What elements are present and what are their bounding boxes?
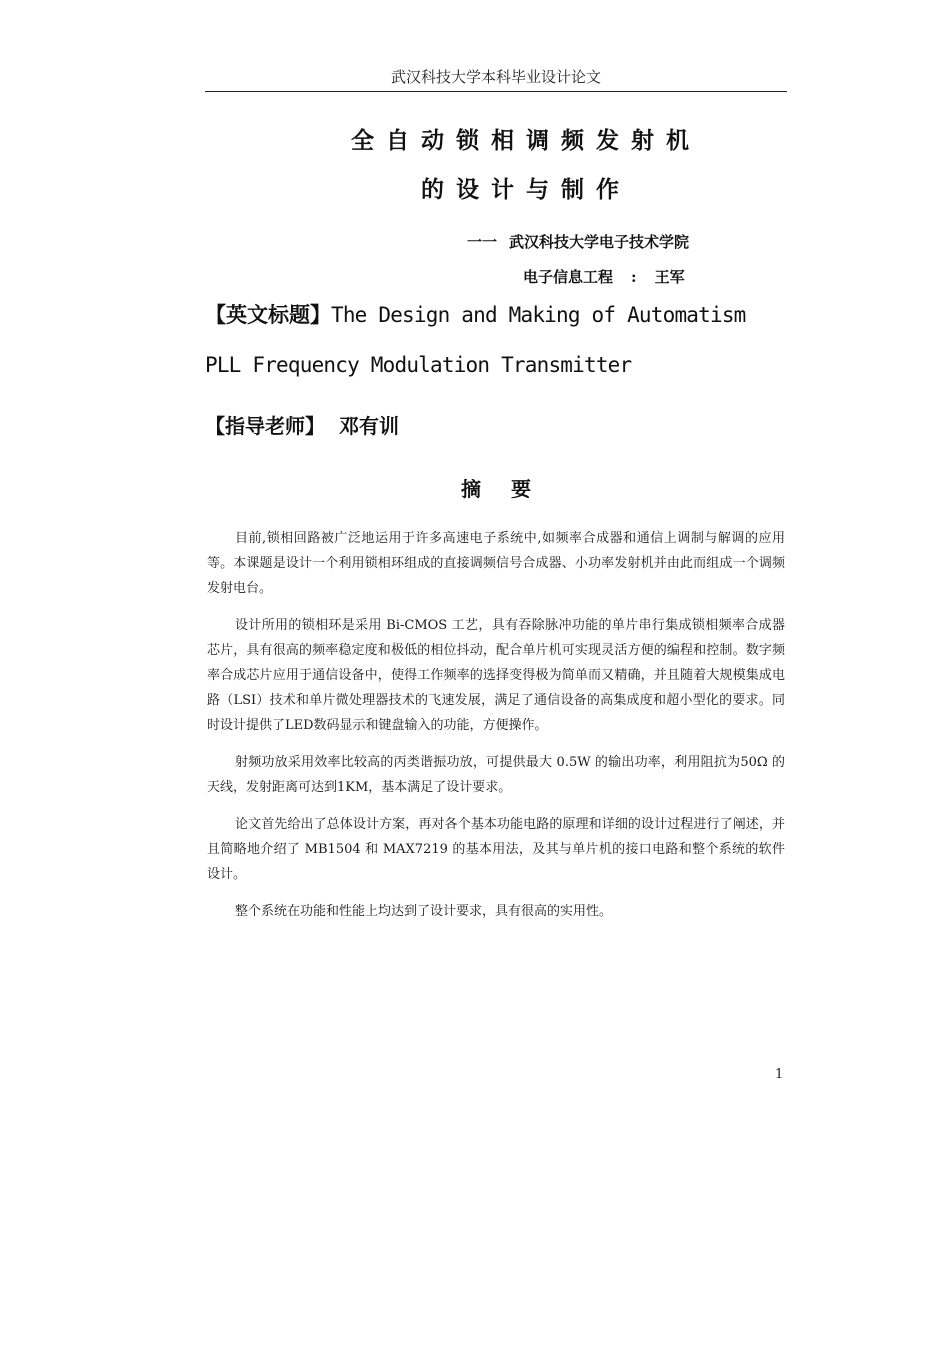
- abstract-paragraph: 射频功放采用效率比较高的丙类谐振功放，可提供最大 0.5W 的输出功率，利用阻抗为50Ω 的天线，发射距离可达到1KM，基本满足了设计要求。: [207, 755, 785, 795]
- running-header: 武汉科技大学本科毕业设计论文: [390, 68, 601, 86]
- abstract-paragraph: 设计所用的锁相环是采用 Bi-CMOS 工艺，具有吞除脉冲功能的单片串行集成锁相频率合成器芯片，具有很高的频率稳定度和极低的相位抖动，配合单片机可实现灵活方便的编程和控制。数字频率合成芯片应用于通信设备中，使得工作频率的选择变得极为简单而又精确，并且随着大规模集成电路（LSI）技术和单片微处理器技术的飞速发展，满足了通信设备的高集成度和超小型化的要求。同时设计提供了LED数码显示和键盘输入的功能，方便操作。: [207, 618, 785, 733]
- affiliation-dash: 一一: [467, 233, 498, 251]
- page-number: 1: [775, 1067, 784, 1082]
- thesis-title-line-2: 的设计与制作: [421, 176, 631, 203]
- english-title-line-1: [205, 301, 795, 329]
- english-title-line-2: [205, 351, 795, 379]
- advisor-label: 【指导老师】: [205, 414, 325, 438]
- author-separator: :: [631, 268, 637, 286]
- advisor-line: [205, 412, 399, 440]
- author-affiliation: [467, 231, 689, 253]
- header-rule: [205, 91, 787, 92]
- advisor-name: 邓有训: [339, 414, 399, 438]
- abstract-heading: 摘要: [461, 477, 561, 501]
- author-major: 电子信息工程: [523, 268, 614, 286]
- english-title-text-1: The Design and Making of Automatism: [331, 303, 746, 327]
- english-title-text-2: PLL Frequency Modulation Transmitter: [205, 353, 632, 377]
- author-name: 王军: [654, 268, 685, 286]
- abstract-body: [207, 526, 785, 936]
- abstract-paragraph: 目前,锁相回路被广泛地运用于许多高速电子系统中,如频率合成器和通信上调制与解调的应用等。本课题是设计一个利用锁相环组成的直接调频信号合成器、小功率发射机并由此而组成一个调频发射电台。: [207, 531, 785, 596]
- abstract-paragraph: 整个系统在功能和性能上均达到了设计要求，具有很高的实用性。: [235, 904, 613, 919]
- affiliation-school: 武汉科技大学电子技术学院: [509, 233, 690, 251]
- thesis-title-line-1: 全自动锁相调频发射机: [351, 127, 701, 154]
- author-major-line: [523, 266, 685, 288]
- abstract-paragraph: 论文首先给出了总体设计方案，再对各个基本功能电路的原理和详细的设计过程进行了阐述，并且简略地介绍了 MB1504 和 MAX7219 的基本用法，及其与单片机的接口电路和整个系统的软件设计。: [207, 817, 785, 882]
- english-title-label: 【英文标题】: [205, 303, 331, 327]
